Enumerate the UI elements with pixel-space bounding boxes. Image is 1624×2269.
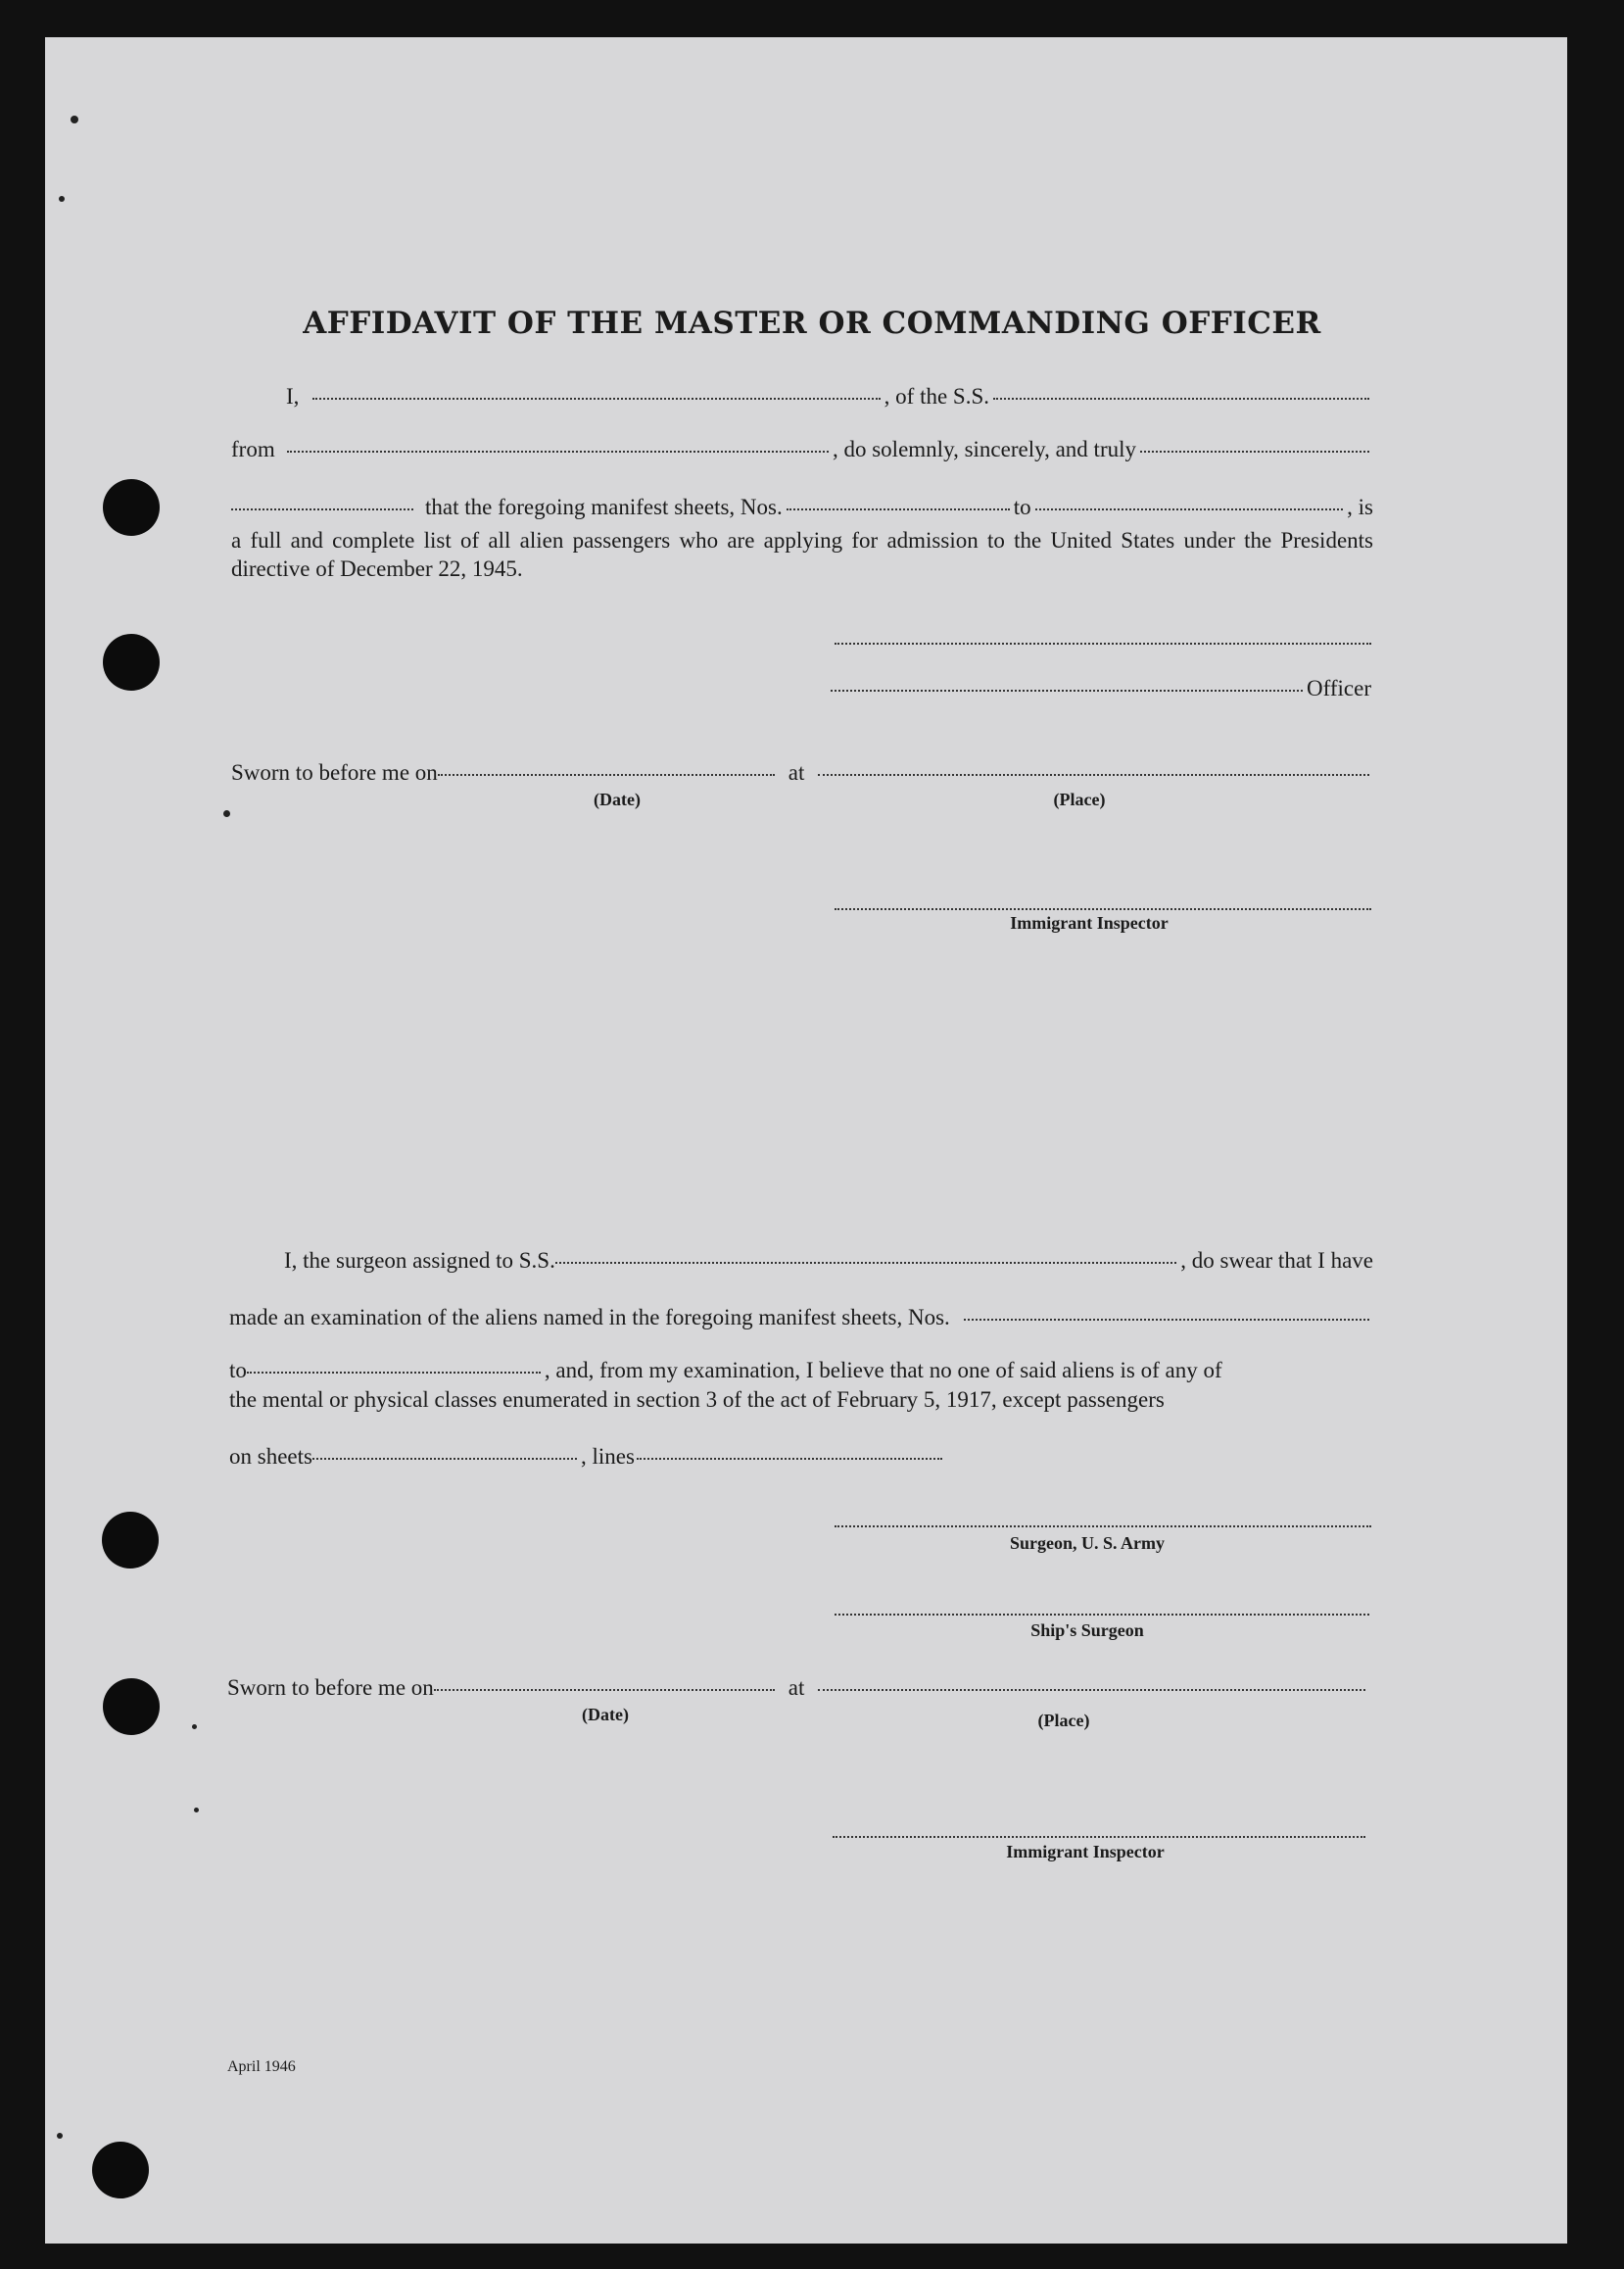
surgeon-to-label: to — [229, 1358, 247, 1382]
form-title: AFFIDAVIT OF THE MASTER OR COMMANDING OFFICER — [303, 306, 1321, 341]
master-line-2 — [231, 437, 1373, 462]
inspector-signature-line-2[interactable] — [833, 1836, 1365, 1838]
army-surgeon-caption: Surgeon, U. S. Army — [1009, 1533, 1165, 1553]
master-name-field[interactable] — [312, 397, 880, 400]
ship-name-field[interactable] — [993, 397, 1369, 400]
punch-hole — [103, 479, 160, 536]
on-sheets-label: on sheets — [229, 1444, 312, 1469]
surgeon-ss-label: I, the surgeon assigned to S.S. — [284, 1248, 555, 1273]
officer-signature-line-2[interactable] — [831, 689, 1303, 692]
master-line-3 — [231, 495, 1373, 520]
of-ss-label: , of the S.S. — [884, 384, 989, 409]
speck — [192, 1724, 197, 1729]
army-surgeon-signature-line[interactable] — [835, 1525, 1371, 1527]
sworn-date-field-2[interactable] — [434, 1688, 775, 1691]
officer-signature-line-1[interactable] — [835, 643, 1371, 645]
sworn-date-field[interactable] — [438, 773, 775, 776]
surgeon-sheets-to-field[interactable] — [247, 1371, 541, 1374]
speck — [57, 2133, 63, 2139]
surgeon-line-5 — [229, 1444, 1013, 1470]
surgeon-line-1 — [284, 1248, 1373, 1274]
at-label: at — [788, 760, 805, 785]
from-label: from — [231, 437, 275, 461]
punch-hole — [103, 1678, 160, 1735]
surgeon-belief-label: , and, from my examination, I believe that no one of said aliens is of any of — [544, 1358, 1222, 1382]
sworn-label-2: Sworn to before me on — [227, 1675, 434, 1700]
surgeon-line-3 — [229, 1358, 1373, 1383]
surgeon-swear-label: , do swear that I have — [1180, 1248, 1373, 1273]
date-caption-2: (Date) — [582, 1705, 629, 1724]
place-caption-2: (Place) — [1037, 1711, 1090, 1730]
sworn-label: Sworn to before me on — [231, 760, 438, 785]
port-from-field[interactable] — [287, 450, 829, 453]
officer-label: Officer — [1307, 676, 1371, 700]
manifest-to-no-field[interactable] — [1035, 507, 1344, 510]
surgeon-line-2 — [229, 1305, 1373, 1330]
oath-continuation-field[interactable] — [231, 507, 413, 510]
inspector-caption: Immigrant Inspector — [1010, 913, 1169, 933]
lines-label: , lines — [580, 1444, 635, 1469]
form-revision-date: April 1946 — [227, 2058, 296, 2075]
is-label: , is — [1347, 495, 1373, 519]
speck — [59, 196, 65, 202]
sworn-place-field-2[interactable] — [818, 1688, 1365, 1691]
surgeon-sheets-from-field[interactable] — [964, 1318, 1369, 1321]
to-label: to — [1013, 495, 1031, 519]
exception-sheets-field[interactable] — [312, 1457, 577, 1460]
surgeon-line-4: the mental or physical classes enumerated in section 3 of the act of February 5, 1917, except passengers — [229, 1387, 1165, 1412]
at-label-2: at — [788, 1675, 805, 1700]
inspector-signature-line[interactable] — [835, 908, 1371, 910]
line-i-label: I, — [286, 384, 300, 409]
punch-hole — [103, 634, 160, 691]
ship-surgeon-signature-line[interactable] — [835, 1614, 1369, 1616]
surgeon-exam-label: made an examination of the aliens named in the foregoing manifest sheets, Nos. — [229, 1305, 950, 1329]
inspector-caption-2: Immigrant Inspector — [1006, 1842, 1165, 1861]
punch-hole — [92, 2142, 149, 2198]
manifest-sheets-label: that the foregoing manifest sheets, Nos. — [425, 495, 783, 519]
sworn-place-field[interactable] — [818, 773, 1369, 776]
master-line-1 — [286, 384, 1373, 410]
place-caption: (Place) — [1053, 790, 1106, 809]
officer-signature-row — [831, 676, 1371, 701]
manifest-from-no-field[interactable] — [787, 507, 1010, 510]
speck — [194, 1808, 199, 1812]
exception-lines-field[interactable] — [637, 1457, 942, 1460]
speck — [71, 116, 78, 123]
ship-surgeon-caption: Ship's Surgeon — [1030, 1620, 1144, 1640]
form-sheet — [45, 37, 1567, 2244]
master-sworn-row — [231, 760, 1373, 786]
surgeon-sworn-row — [227, 1675, 1369, 1701]
oath-verb-field[interactable] — [1140, 450, 1369, 453]
swear-label: , do solemnly, sincerely, and truly — [832, 437, 1136, 461]
date-caption: (Date) — [594, 790, 641, 809]
punch-hole — [102, 1512, 159, 1569]
surgeon-ship-field[interactable] — [555, 1261, 1176, 1264]
master-statement: a full and complete list of all alien passengers who are applying for admission to the United States under the Presidents directive of December 22, 1945. — [231, 528, 1373, 581]
speck — [223, 810, 230, 817]
